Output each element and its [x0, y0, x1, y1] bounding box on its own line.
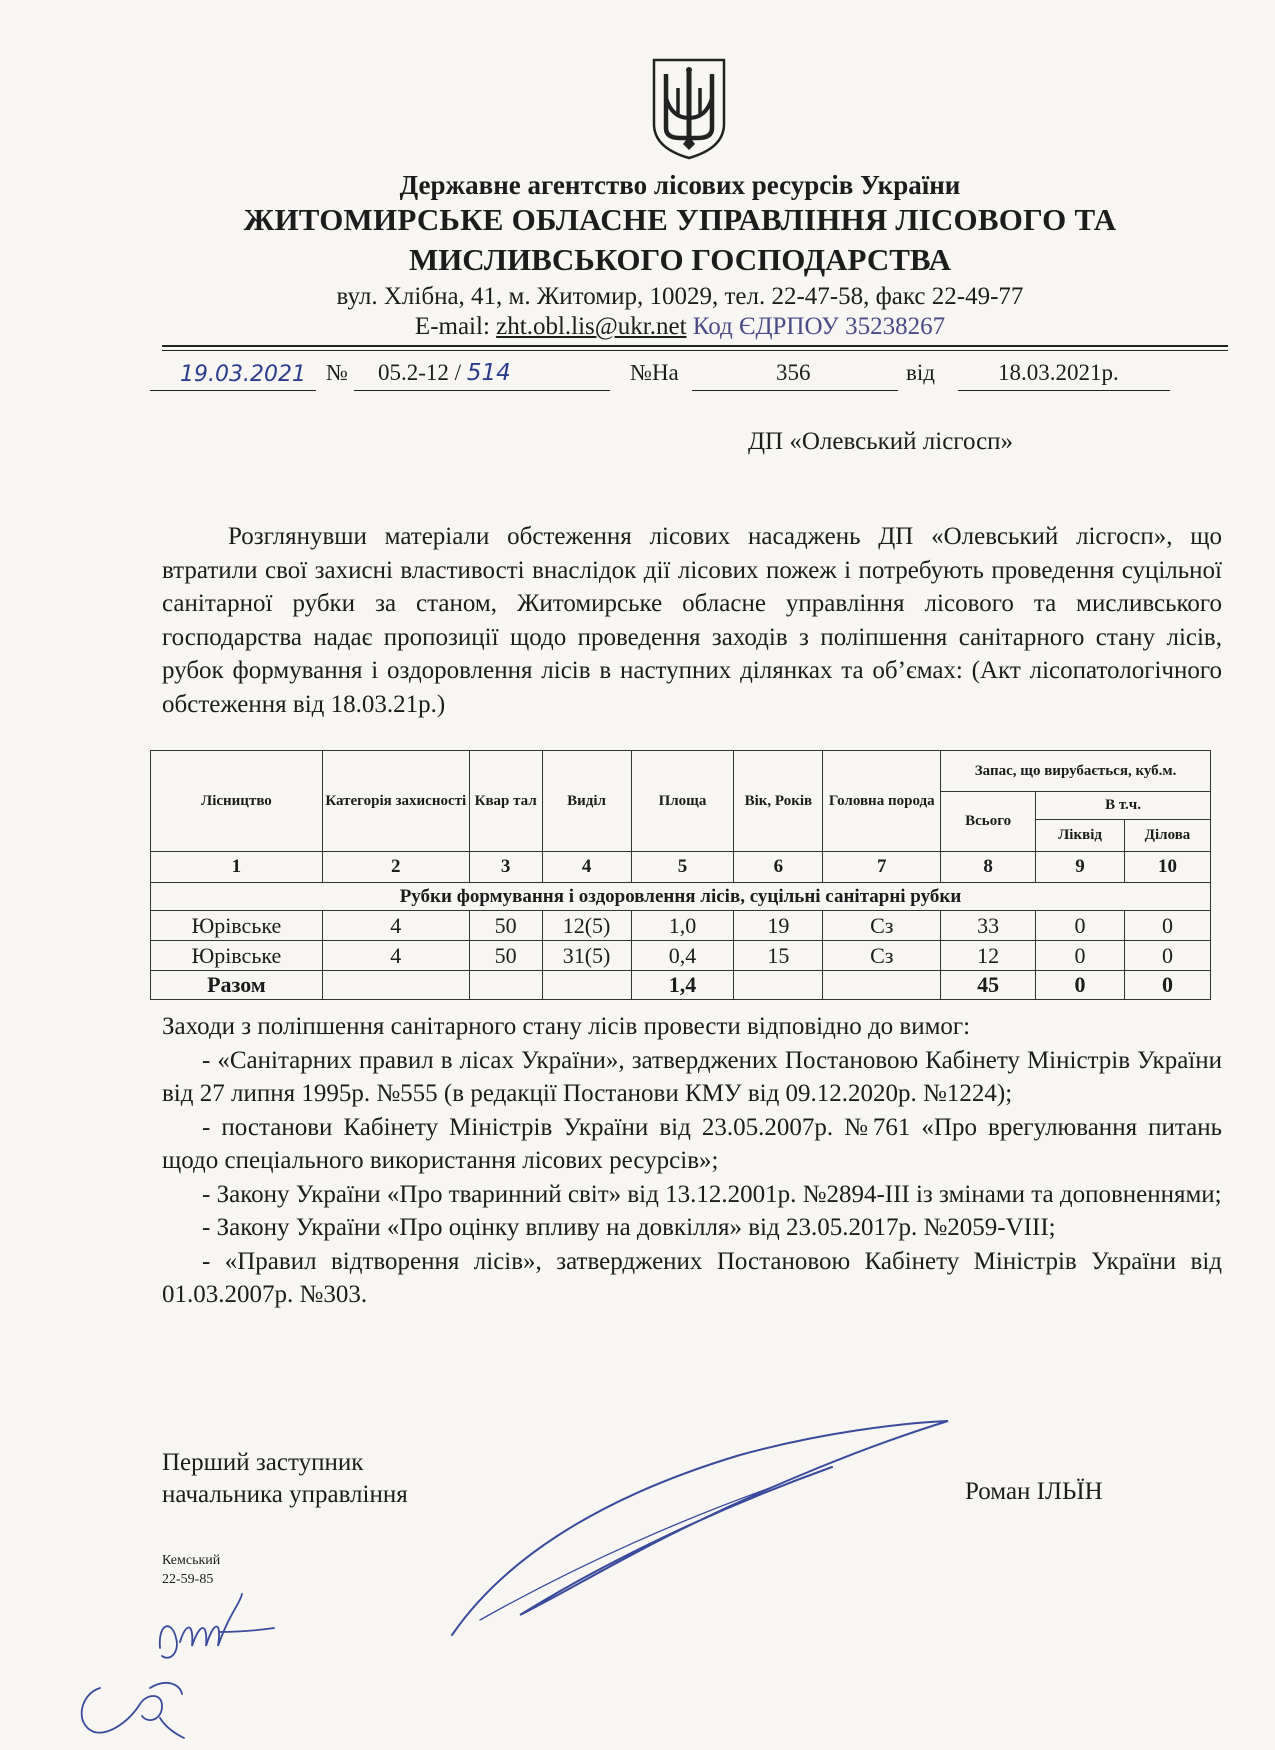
executor-info: [162, 1551, 220, 1589]
outgoing-number: [378, 360, 511, 386]
col-number: 6: [734, 852, 823, 883]
table-row: [151, 941, 1211, 971]
cell-quarter: 50: [469, 941, 542, 971]
th-total: Всього: [941, 792, 1036, 852]
org-name-line2: МИСЛИВСЬКОГО ГОСПОДАРСТВА: [408, 242, 952, 277]
header-rule-thin: [162, 350, 1228, 351]
measures-item: - «Санітарних правил в лісах України», затверджених Постановою Кабінету Міністрів України від 27 липня 1995р. №555 (в редакції Постанови КМУ від 09.12.2020р. №1224);: [162, 1046, 1222, 1107]
cell-age: 19: [734, 911, 823, 941]
cell-category: 4: [322, 941, 469, 971]
th-area: Площа: [631, 751, 734, 852]
email-link[interactable]: zht.obl.lis@ukr.net: [496, 313, 687, 340]
empty-cell: [823, 971, 941, 1000]
number-label: №: [326, 360, 348, 385]
outgoing-number-handwritten: 514: [466, 360, 511, 386]
col-number: 3: [469, 852, 542, 883]
logging-table: [150, 750, 1211, 1000]
measures-item: - Закону України «Про тваринний світ» від 13.12.2001р. №2894-ІІІ із змінами та доповненнями;: [202, 1180, 1222, 1208]
th-quarter: Квар тал: [469, 751, 542, 852]
total-area: 1,4: [631, 971, 734, 1000]
total-row: [151, 971, 1211, 1000]
col-number: 1: [151, 852, 323, 883]
email-label: E-mail:: [414, 313, 490, 340]
agency-name: Державне агентство лісових ресурсів України: [399, 170, 961, 200]
measures-item: - «Правил відтворення лісів», затверджених Постановою Кабінету Міністрів України від 01.03.2007р. №303.: [162, 1247, 1222, 1308]
th-category: Категорія захисності: [322, 751, 469, 852]
org-contacts: [150, 313, 1210, 341]
col-number: 5: [631, 852, 734, 883]
intro-paragraph: Розглянувши матеріали обстеження лісових насаджень ДП «Олевський лісгосп», що втратили свої захисні властивості внаслідок дії лісових пожеж і потребують проведення суцільної санітарної рубки за станом, Житомирське обласне управління лісового та мисливського господарства надає пропозиції щодо проведення заходів з поліпшення санітарного стану лісів, рубок формування і оздоровлення лісів в наступних ділянках та об’ємах: (Акт лісопатологічного обстеження від 18.03.21р.): [162, 523, 1222, 718]
th-stock: Запас, що вирубається, куб.м.: [941, 751, 1211, 792]
col-number: 4: [542, 852, 631, 883]
from-label: від: [906, 360, 935, 385]
th-incl: В т.ч.: [1036, 792, 1211, 820]
total-label: Разом: [151, 971, 323, 1000]
total-volume: 45: [941, 971, 1036, 1000]
approval-initials: [150, 1592, 280, 1666]
th-liquid: Ліквід: [1036, 820, 1125, 852]
th-forestry: Лісництво: [151, 751, 323, 852]
cell-species: Сз: [823, 941, 941, 971]
cell-liquid: 0: [1036, 941, 1125, 971]
measures-item: - Закону України «Про оцінку впливу на довкілля» від 23.05.2017р. №2059-VIII;: [202, 1214, 1056, 1241]
cell-total: 33: [941, 911, 1036, 941]
th-business: Ділова: [1125, 820, 1211, 852]
date-underline: [150, 390, 316, 391]
signer-position: [162, 1447, 408, 1511]
empty-cell: [734, 971, 823, 1000]
cell-quarter: 50: [469, 911, 542, 941]
ref-number: 356: [776, 360, 811, 385]
cell-age: 15: [734, 941, 823, 971]
cell-business: 0: [1125, 911, 1211, 941]
th-age: Вік, Років: [734, 751, 823, 852]
ref-label: №На: [630, 360, 679, 385]
cell-section: 31(5): [542, 941, 631, 971]
cell-forestry: Юрівське: [151, 941, 323, 971]
cell-area: 0,4: [631, 941, 734, 971]
signer-position-line1: Перший заступник: [162, 1449, 364, 1476]
empty-cell: [542, 971, 631, 1000]
measures-intro: Заходи з поліпшення санітарного стану лісів провести відповідно до вимог:: [162, 1013, 971, 1040]
column-number-row: [151, 852, 1211, 883]
signer-name: Роман ІЛЬЇН: [965, 1478, 1103, 1505]
empty-cell: [469, 971, 542, 1000]
ref-date-underline: [958, 390, 1170, 391]
trident-emblem-icon: [650, 58, 728, 160]
cell-section: 12(5): [542, 911, 631, 941]
col-number: 9: [1036, 852, 1125, 883]
cell-total: 12: [941, 941, 1036, 971]
ref-date: 18.03.2021р.: [998, 360, 1119, 385]
col-number: 7: [823, 852, 941, 883]
cell-forestry: Юрівське: [151, 911, 323, 941]
header-rule: [162, 345, 1228, 347]
th-section: Виділ: [542, 751, 631, 852]
registration-date: 19.03.2021: [180, 362, 306, 387]
ref-underline: [692, 390, 898, 391]
cell-category: 4: [322, 911, 469, 941]
section-title: Рубки формування і оздоровлення лісів, суцільні санітарні рубки: [151, 883, 1211, 911]
handwritten-signature: [440, 1415, 960, 1645]
executor-phone: 22-59-85: [162, 1572, 214, 1587]
cell-business: 0: [1125, 941, 1211, 971]
col-number: 10: [1125, 852, 1211, 883]
table-row: [151, 911, 1211, 941]
measures-item: - постанови Кабінету Міністрів України від 23.05.2007р. №761 «Про врегулювання питань щодо спеціального використання лісових ресурсів»;: [162, 1113, 1222, 1174]
col-number: 8: [941, 852, 1036, 883]
cell-area: 1,0: [631, 911, 734, 941]
addressee: ДП «Олевський лісгосп»: [748, 428, 1014, 455]
table-header-row: [151, 751, 1211, 792]
th-species: Головна порода: [823, 751, 941, 852]
measures-section: [162, 1010, 1222, 1312]
cell-species: Сз: [823, 911, 941, 941]
executor-name: Кемський: [162, 1553, 221, 1568]
outgoing-number-printed: 05.2-12 /: [378, 360, 462, 385]
cell-liquid: 0: [1036, 911, 1125, 941]
org-address: вул. Хлібна, 41, м. Житомир, 10029, тел. 22-47-58, факс 22-49-77: [336, 283, 1024, 310]
number-underline: [354, 390, 610, 391]
signer-position-line2: начальника управління: [162, 1481, 408, 1508]
total-liquid: 0: [1036, 971, 1125, 1000]
org-name-line1: ЖИТОМИРСЬКЕ ОБЛАСНЕ УПРАВЛІННЯ ЛІСОВОГО ТА: [243, 202, 1117, 237]
col-number: 2: [322, 852, 469, 883]
total-business: 0: [1125, 971, 1211, 1000]
edrpou-code: Код ЄДРПОУ 35238267: [692, 313, 946, 340]
section-row: [151, 883, 1211, 911]
empty-cell: [322, 971, 469, 1000]
